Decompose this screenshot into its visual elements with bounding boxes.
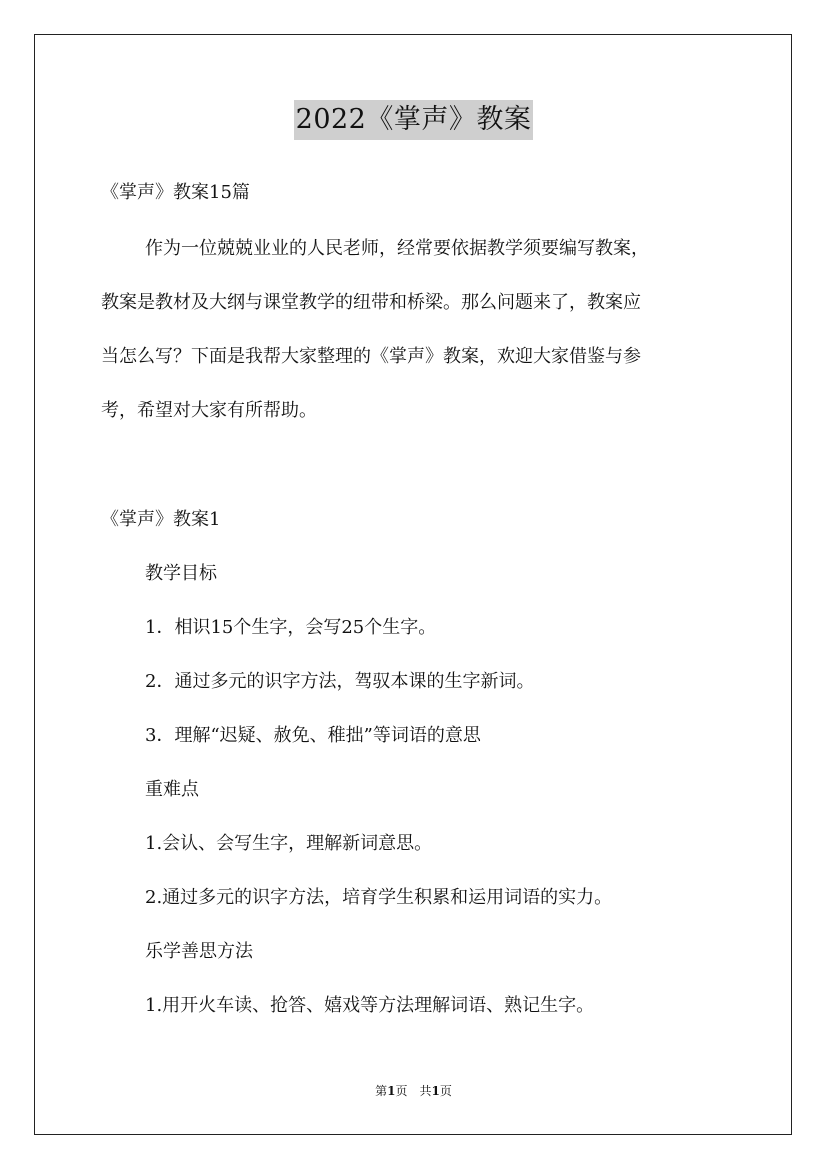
list-item: 1．相识15个生字，会写25个生字。 bbox=[145, 617, 437, 638]
footer-page-prefix: 第 bbox=[375, 1084, 388, 1098]
paragraph-line: 作为一位兢兢业业的人民老师，经常要依据教学须要编写教案， bbox=[145, 238, 649, 259]
footer-page-current: 1 bbox=[387, 1084, 396, 1098]
title-wrap bbox=[0, 100, 827, 140]
section-heading: 《掌声》教案1 bbox=[101, 509, 221, 530]
sub-heading: 重难点 bbox=[145, 779, 199, 800]
list-item: 2.通过多元的识字方法，培育学生积累和运用词语的实力。 bbox=[145, 887, 613, 908]
sub-heading: 教学目标 bbox=[145, 563, 217, 584]
list-item: 2．通过多元的识字方法，驾驭本课的生字新词。 bbox=[145, 671, 535, 692]
paragraph-line: 考，希望对大家有所帮助。 bbox=[101, 400, 317, 421]
subtitle: 《掌声》教案15篇 bbox=[101, 182, 250, 203]
footer-page-total: 1 bbox=[431, 1084, 440, 1098]
list-item: 3．理解“迟疑、赦免、稚拙”等词语的意思 bbox=[145, 725, 481, 746]
paragraph-line: 教案是教材及大纲与课堂教学的纽带和桥梁。那么问题来了，教案应 bbox=[101, 292, 641, 313]
list-item: 1.用开火车读、抢答、嬉戏等方法理解词语、熟记生字。 bbox=[145, 995, 595, 1016]
footer-page-suffix: 页 bbox=[439, 1084, 452, 1098]
footer-page-mid: 页 共 bbox=[395, 1084, 432, 1098]
page-footer bbox=[0, 1083, 827, 1099]
paragraph-line: 当怎么写？下面是我帮大家整理的《掌声》教案，欢迎大家借鉴与参 bbox=[101, 346, 641, 367]
list-item: 1.会认、会写生字，理解新词意思。 bbox=[145, 833, 433, 854]
document-title: 2022《掌声》教案 bbox=[294, 100, 534, 140]
sub-heading: 乐学善思方法 bbox=[145, 941, 253, 962]
